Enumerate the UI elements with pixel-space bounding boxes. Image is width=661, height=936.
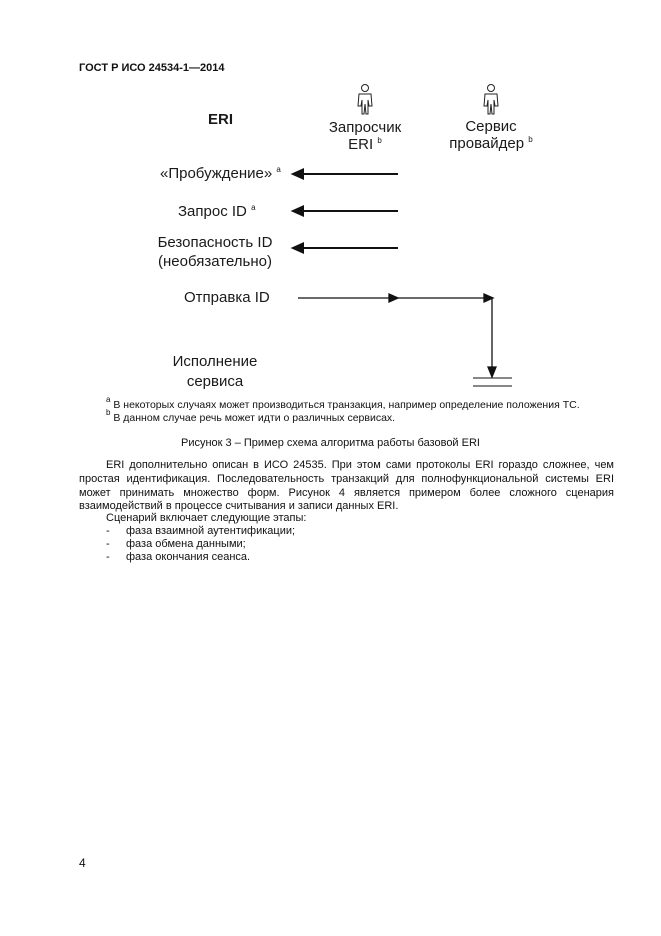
list-item: - фаза взаимной аутентификации; <box>106 525 296 537</box>
document-header: ГОСТ Р ИСО 24534-1—2014 <box>79 62 225 74</box>
actor-reader-label: Запросчик ERI $^b$ <box>328 119 402 153</box>
person-icon-provider <box>484 85 498 115</box>
list-item: - фаза окончания сеанса. <box>106 551 251 563</box>
msg-send-id-label: Отправка ID <box>184 289 270 306</box>
list-item: - фаза обмена данными; <box>106 538 246 550</box>
msg-security-label: Безопасность ID (необязательно) <box>157 234 273 270</box>
footnote-a: $^a$ В некоторых случаях может производиться транзакция, например определение положения ТС. <box>106 395 580 411</box>
msg-execute-label: Исполнение сервиса <box>172 353 258 390</box>
msg-wakeup-label: «Пробуждение» $^a$ <box>160 165 281 182</box>
person-icon-reader <box>358 85 372 115</box>
actor-eri-label: ERI <box>208 111 234 128</box>
footnote-b: $^b$ В данном случае речь может идти о различных сервисах. <box>106 408 396 424</box>
page-number: 4 <box>79 856 86 870</box>
msg-id-request-label: Запрос ID $^a$ <box>178 203 256 220</box>
body-paragraph: ERI дополнительно описан в ИСО 24535. При этом сами протоколы ERI гораздо сложнее, чем простая идентификация. Последовательность транзакций для полнофункциональной системы ERI может принимать множество форм. Рисунок 4 является примером более сложного сценария взаимодействий в процессе считывания и записи данных ERI. <box>79 459 614 513</box>
steps-intro: Сценарий включает следующие этапы: <box>106 512 307 524</box>
figure-caption: Рисунок 3 – Пример схема алгоритма работы базовой ERI <box>181 437 480 449</box>
sequence-diagram <box>0 0 661 420</box>
actor-provider-label: Сервис провайдер $^b$ <box>449 118 533 152</box>
